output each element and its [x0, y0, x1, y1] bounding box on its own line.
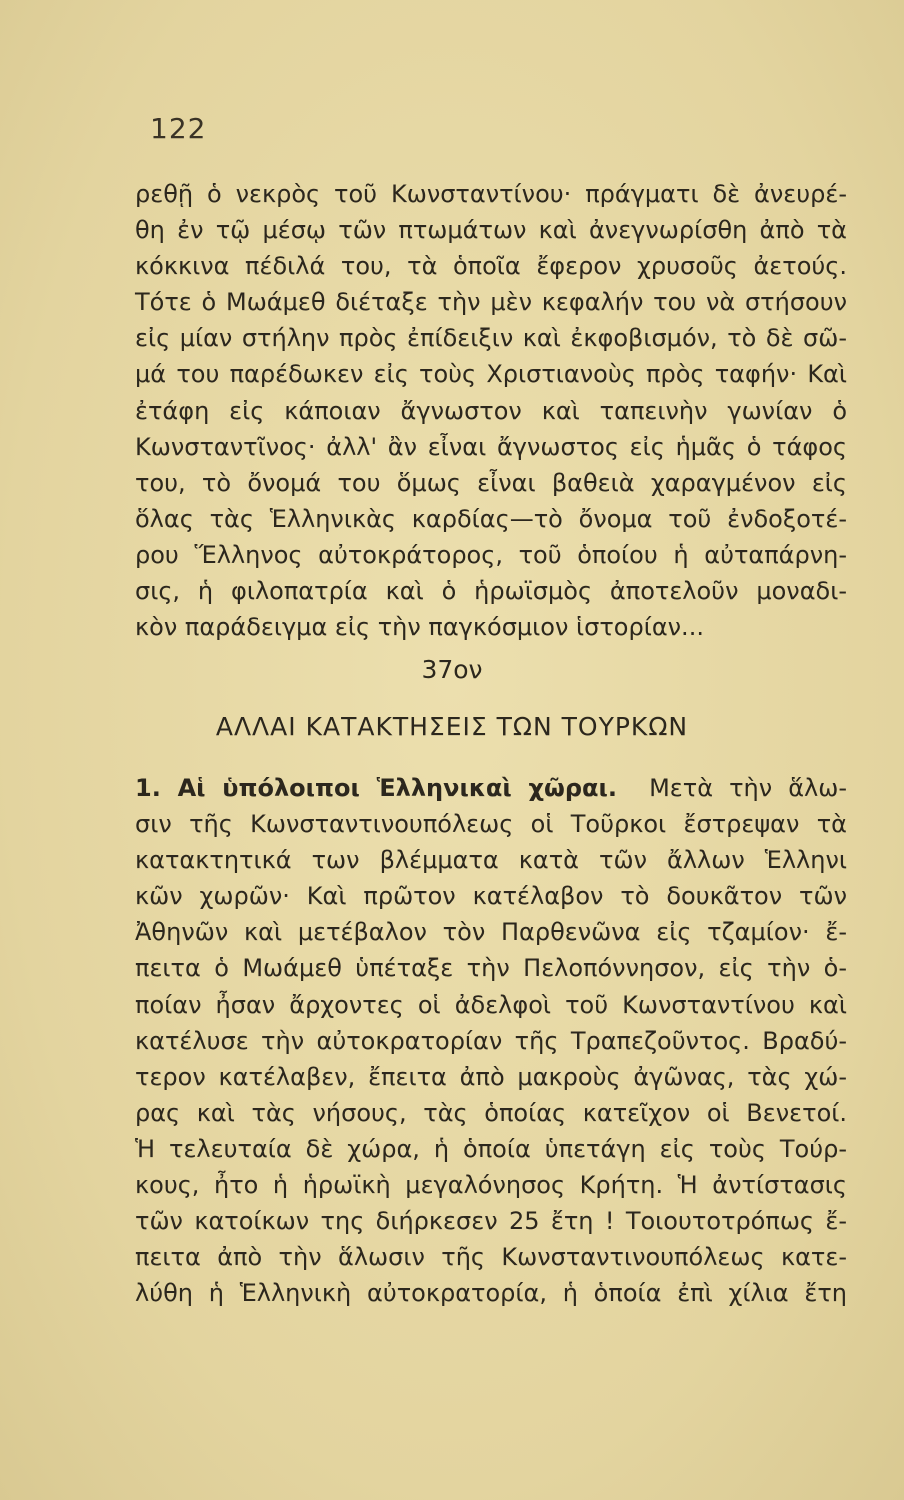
text-line: πειτα ὁ Μωάμεθ ὑπέταξε τὴν Πελοπόννησον, εἰς τὴν ὁ-: [135, 954, 847, 983]
subsection-heading: 1. Αἱ ὑπόλοιποι Ἑλληνικαὶ χῶραι.: [135, 774, 617, 802]
paragraph-2: [135, 770, 847, 1311]
text-line: κὸν παράδειγμα εἰς τὴν παγκόσμιον ἱστορίαν...: [135, 613, 704, 642]
text-line: ἐτάφη εἰς κάποιαν ἄγνωστον καὶ ταπεινὴν γωνίαν ὁ: [135, 396, 847, 425]
text-line: ρας καὶ τὰς νήσους, τὰς ὁποίας κατεῖχον οἱ Βενετοί.: [135, 1098, 847, 1127]
text-line: τερον κατέλαβεν, ἔπειτα ἀπὸ μακροὺς ἀγῶνας, τὰς χώ-: [135, 1062, 847, 1091]
text-line: θη ἐν τῷ μέσῳ τῶν πτωμάτων καὶ ἀνεγνωρίσθη ἀπὸ τὰ: [135, 216, 847, 245]
text-line: κόκκινα πέδιλά του, τὰ ὁποῖα ἔφερον χρυσοῦς ἀετούς.: [135, 252, 847, 281]
text-line: κους, ἦτο ἡ ἡρωϊκὴ μεγαλόνησος Κρήτη. Ἡ ἀντίστασις: [135, 1171, 847, 1200]
text-line: λύθη ἡ Ἑλληνικὴ αὐτοκρατορία, ἡ ὁποία ἐπὶ χίλια ἔτη: [135, 1279, 847, 1308]
text-line: κῶν χωρῶν· Καὶ πρῶτον κατέλαβον τὸ δουκᾶτον τῶν: [135, 882, 847, 911]
section-number: 37ον: [421, 655, 483, 684]
text-line: κατακτητικά των βλέμματα κατὰ τῶν ἄλλων Ἑλληνι: [135, 846, 847, 875]
text-line: Τότε ὁ Μωάμεθ διέταξε τὴν μὲν κεφαλήν του νὰ στήσουν: [135, 288, 847, 317]
text-line: ποίαν ἦσαν ἄρχοντες οἱ ἀδελφοὶ τοῦ Κωνσταντίνου καὶ: [135, 990, 847, 1019]
text-line: Κωνσταντῖνος· ἀλλ' ἂν εἶναι ἄγνωστος εἰς ἡμᾶς ὁ τάφος: [135, 432, 847, 461]
paragraph-1: [135, 176, 847, 645]
text-line: πειτα ἀπὸ τὴν ἅλωσιν τῆς Κωνσταντινουπόλεως κατε-: [135, 1243, 847, 1272]
text-line: ρεθῇ ὁ νεκρὸς τοῦ Κωνσταντίνου· πράγματι δὲ ἀνευρέ-: [135, 180, 847, 208]
text-line: ὅλας τὰς Ἑλληνικὰς καρδίας—τὸ ὄνομα τοῦ ἐνδοξοτέ-: [135, 504, 847, 533]
text-line: εἰς μίαν στήλην πρὸς ἐπίδειξιν καὶ ἐκφοβισμόν, τὸ δὲ σῶ-: [135, 324, 847, 353]
text-line: Ἡ τελευταία δὲ χώρα, ἡ ὁποία ὑπετάγη εἰς τοὺς Τούρ-: [135, 1134, 847, 1163]
text-line: σις, ἡ φιλοπατρία καὶ ὁ ἡρωϊσμὸς ἀποτελοῦν μοναδι-: [135, 577, 847, 606]
text-line: κατέλυσε τὴν αὐτοκρατορίαν τῆς Τραπεζοῦντος. Βραδύ-: [135, 1026, 847, 1055]
page-number: 122: [150, 112, 207, 145]
text-line: [135, 770, 847, 806]
text-line: Ἀθηνῶν καὶ μετέβαλον τὸν Παρθενῶνα εἰς τζαμίον· ἔ-: [135, 918, 847, 947]
text-line: σιν τῆς Κωνσταντινουπόλεως οἱ Τοῦρκοι ἔστρεψαν τὰ: [135, 810, 847, 839]
text-line: ρου Ἕλληνος αὐτοκράτορος, τοῦ ὁποίου ἡ αὐταπάρνη-: [135, 540, 847, 569]
text-line: του, τὸ ὄνομά του ὅμως εἶναι βαθειὰ χαραγμένον εἰς: [135, 468, 847, 497]
text-line-rest: Μετὰ τὴν ἅλω-: [649, 774, 847, 802]
section-title: ΑΛΛΑΙ ΚΑΤΑΚΤΗΣΕΙΣ ΤΩΝ ΤΟΥΡΚΩΝ: [215, 712, 689, 741]
text-line: μά του παρέδωκεν εἰς τοὺς Χριστιανοὺς πρὸς ταφήν· Καὶ: [135, 360, 847, 389]
text-line: τῶν κατοίκων της διήρκεσεν 25 ἔτη ! Τοιουτοτρόπως ἔ-: [135, 1207, 847, 1236]
